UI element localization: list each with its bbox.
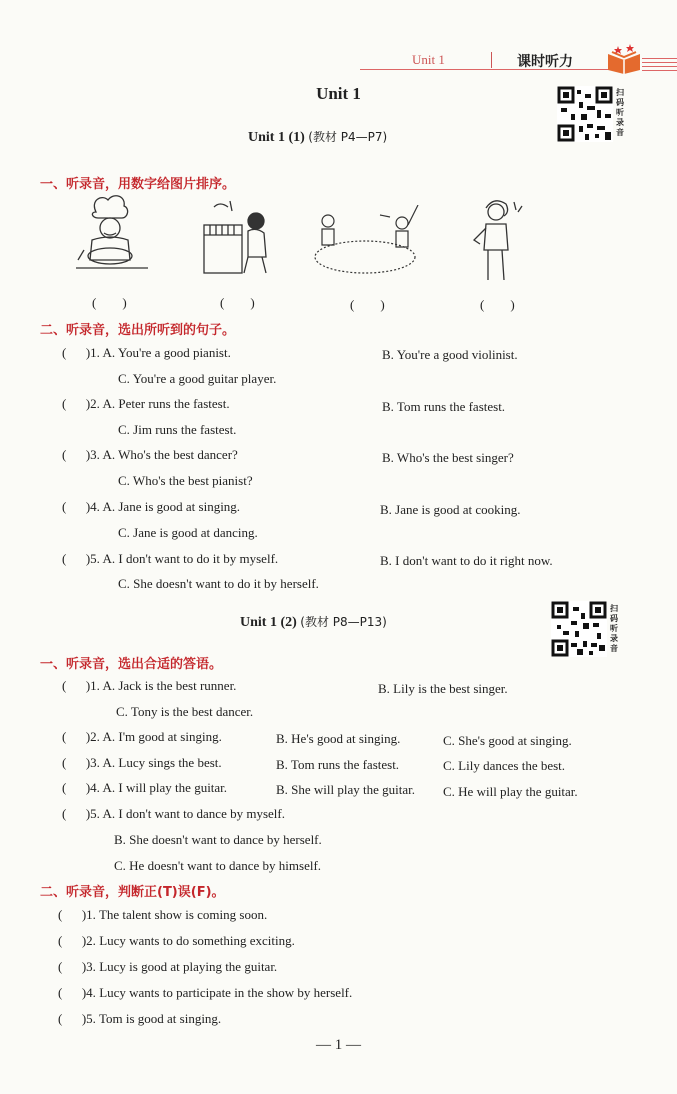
option-b: B. Jane is good at cooking. [380, 502, 521, 517]
option-c: C. She doesn't want to do it by herself. [118, 576, 319, 591]
list-item: ( )1. The talent show is coming soon. [58, 907, 268, 922]
option-b: B. He's good at singing. [276, 731, 401, 746]
page-title: Unit 1 [316, 84, 361, 103]
option-b: B. Lily is the best singer. [378, 681, 508, 696]
option-b: B. You're a good violinist. [382, 347, 518, 362]
singer-icon [468, 196, 528, 284]
book-logo-icon [604, 44, 644, 74]
qr-code-icon[interactable] [551, 601, 607, 657]
list-item: ( )2. A. I'm good at singing. [62, 729, 222, 744]
lesson-note-1: (教材 P4—P7) [308, 130, 388, 144]
qr-label: 扫码听录音 [616, 88, 624, 137]
option-c: C. You're a good guitar player. [118, 371, 277, 386]
list-item: ( )2. A. Peter runs the fastest. [62, 396, 230, 411]
answer-blank[interactable]: ( ) [220, 295, 255, 310]
section-heading: 一、听录音，选出合适的答语。 [40, 657, 223, 672]
list-item: ( )1. A. You're a good pianist. [62, 345, 231, 360]
list-item: ( )4. A. Jane is good at singing. [62, 499, 241, 514]
answer-blank[interactable]: ( ) [480, 297, 515, 312]
option-c: C. He will play the guitar. [443, 784, 578, 799]
header-separator [491, 52, 492, 68]
option-c: C. Tony is the best dancer. [116, 704, 254, 719]
pianist-icon [200, 195, 280, 277]
option-b: B. Who's the best singer? [382, 450, 514, 465]
option-c: C. Jim runs the fastest. [118, 422, 237, 437]
section-heading: 一、听录音，用数字给图片排序。 [40, 177, 236, 192]
list-item: ( )4. Lucy wants to participate in the show by herself. [58, 985, 353, 1000]
lesson-title-2: Unit 1 (2) (教材 P8—P13) [240, 615, 387, 630]
list-item: ( )5. A. I don't want to dance by myself. [62, 806, 285, 821]
list-item: ( )5. Tom is good at singing. [58, 1011, 222, 1026]
option-b: B. I don't want to do it right now. [380, 553, 553, 568]
option-c: C. She's good at singing. [443, 733, 572, 748]
list-item: ( )5. A. I don't want to do it by myself. [62, 551, 279, 566]
qr-code-icon[interactable] [557, 86, 613, 142]
option-c: C. Jane is good at dancing. [118, 525, 258, 540]
list-item: ( )1. A. Jack is the best runner. [62, 678, 237, 693]
list-item: ( )2. Lucy wants to do something exciting. [58, 933, 295, 948]
option-b: B. She will play the guitar. [276, 782, 416, 797]
header-title: 课时听力 [517, 54, 573, 70]
lesson-title-1: Unit 1 (1) (教材 P4—P7) [248, 130, 388, 145]
option-c: C. He doesn't want to dance by himself. [114, 858, 322, 873]
option-b: B. Tom runs the fastest. [382, 399, 506, 414]
list-item: ( )3. A. Lucy sings the best. [62, 755, 222, 770]
answer-blank[interactable]: ( ) [350, 297, 385, 312]
option-b: B. Tom runs the fastest. [276, 757, 400, 772]
option-c: C. Who's the best pianist? [118, 473, 253, 488]
list-item: ( )4. A. I will play the guitar. [62, 780, 228, 795]
qr-label: 扫码听录音 [610, 604, 618, 653]
header-unit: Unit 1 [412, 52, 445, 67]
section-heading: 二、听录音，判断正(T)误(F)。 [40, 885, 225, 900]
chef-icon [68, 190, 156, 278]
list-item: ( )3. Lucy is good at playing the guitar. [58, 959, 278, 974]
option-c: C. Lily dances the best. [443, 758, 566, 773]
baseball-icon [310, 205, 420, 277]
header-stripes [642, 58, 677, 74]
section-heading: 二、听录音，选出所听到的句子。 [40, 323, 236, 338]
lesson-note-2: (教材 P8—P13) [300, 615, 387, 629]
answer-blank[interactable]: ( ) [92, 295, 127, 310]
list-item: ( )3. A. Who's the best dancer? [62, 447, 238, 462]
option-b: B. She doesn't want to dance by herself. [114, 832, 322, 847]
page-number: — 1 — [316, 1037, 361, 1053]
